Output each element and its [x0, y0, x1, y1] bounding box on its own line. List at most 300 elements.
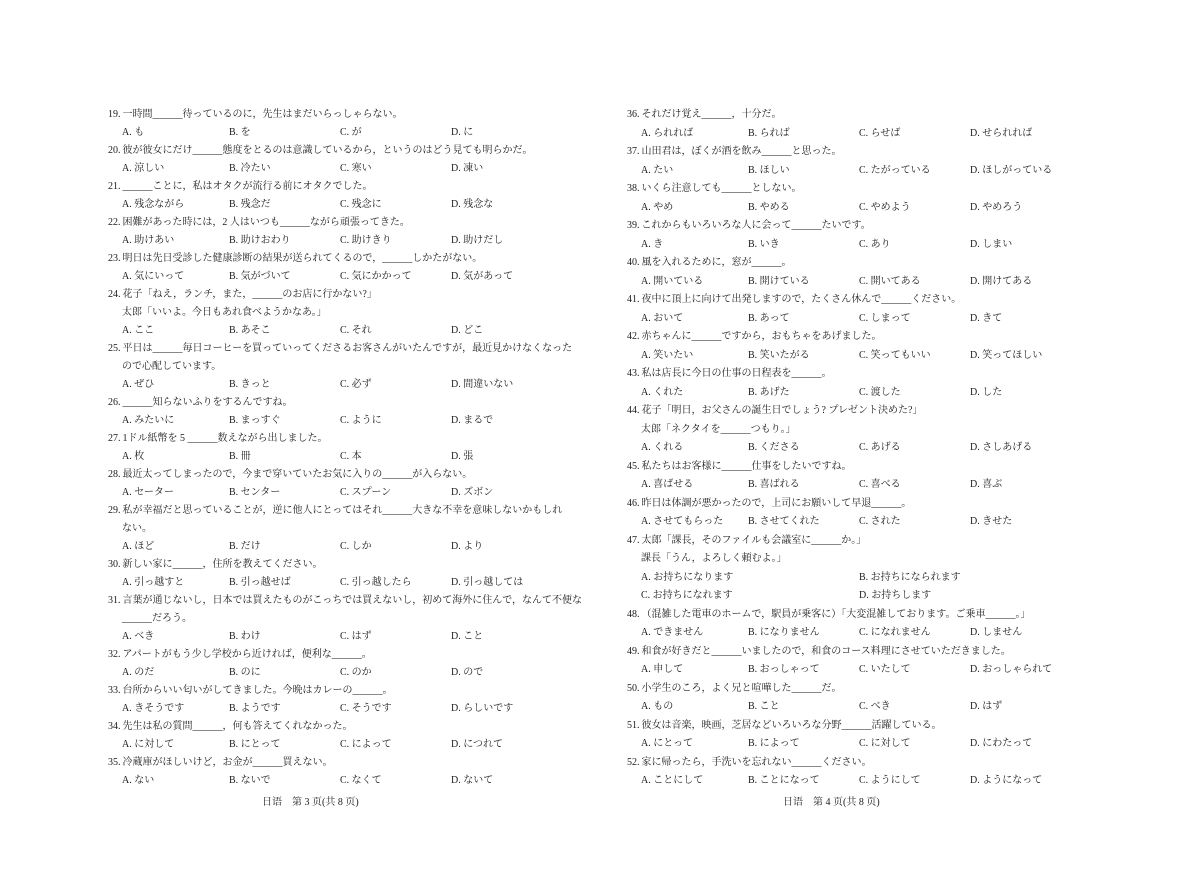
question-text: 風を入れるために，窓が______。 — [641, 257, 792, 268]
question-32 — [108, 646, 578, 682]
options-row — [627, 698, 1097, 717]
question-line — [108, 106, 578, 124]
page-4 — [627, 106, 1097, 791]
question-line — [108, 520, 578, 538]
question-text: ______ことに，私はオタクが流行る前にオタクでした。 — [122, 181, 373, 192]
question-line — [627, 643, 1097, 662]
question-27 — [108, 430, 578, 466]
options-row — [108, 322, 578, 340]
question-number: 31. — [108, 595, 121, 606]
question-text: 先生は私の質問______，何も答えてくれなかった。 — [122, 721, 353, 732]
question-number: 33. — [108, 685, 121, 696]
option-a: A. のだ — [122, 667, 155, 678]
option-c: C. のか — [340, 667, 372, 678]
question-text: ______知らないふりをするんですね。 — [122, 397, 293, 408]
question-number: 50. — [627, 682, 640, 694]
question-34 — [108, 718, 578, 754]
option-d: D. ようになって — [970, 775, 1043, 786]
option-c: C. いたして — [859, 664, 911, 675]
question-42 — [627, 328, 1097, 365]
question-28 — [108, 466, 578, 502]
question-list — [627, 106, 1097, 791]
option-c: C. 本 — [340, 451, 362, 462]
options-row — [627, 476, 1097, 495]
option-b: B. 冷たい — [229, 163, 271, 174]
option-d: D. きせた — [970, 516, 1013, 527]
question-text: 太郎「ネクタイを______つもり。」 — [641, 423, 796, 435]
option-a: A. 助けあい — [122, 235, 175, 246]
question-text: 一時間______待っているのに，先生はまだいらっしゃらない。 — [122, 109, 403, 120]
question-line — [627, 254, 1097, 273]
option-d: D. にわたって — [970, 738, 1033, 749]
options-row — [108, 484, 578, 502]
option-b: B. によって — [748, 738, 800, 749]
option-d: D. しまい — [970, 238, 1013, 250]
question-line — [627, 532, 1097, 551]
options-row — [108, 376, 578, 394]
question-line — [108, 214, 578, 232]
option-c: C. 開いてある — [859, 275, 921, 287]
options-row — [108, 448, 578, 466]
question-line — [108, 394, 578, 412]
option-c: C. スプーン — [340, 487, 392, 498]
question-line — [108, 682, 578, 700]
question-number: 43. — [627, 368, 640, 379]
question-text: 山田君は，ぼくが酒を飲み______と思った。 — [641, 146, 842, 157]
option-d: D. 引っ越しては — [451, 577, 524, 588]
option-d: D. どこ — [451, 325, 484, 336]
question-number: 22. — [108, 217, 121, 228]
question-number: 44. — [627, 405, 640, 416]
question-number: 23. — [108, 253, 121, 264]
question-21 — [108, 178, 578, 214]
option-a: A. 喜ばせる — [641, 479, 694, 490]
question-number: 45. — [627, 460, 640, 472]
option-a: A. できません — [641, 627, 704, 638]
question-number: 36. — [627, 109, 640, 120]
options-row — [108, 736, 578, 754]
option-b: B. 残念だ — [229, 199, 271, 210]
option-b: B. こと — [748, 701, 780, 712]
option-b: B. のに — [229, 667, 261, 678]
question-text: 花子「明日，お父さんの誕生日でしょう? プレゼント決めた?」 — [641, 405, 923, 416]
option-c: C. あげる — [859, 442, 901, 453]
option-b: B. にとって — [229, 739, 281, 750]
option-a: A. きそうです — [122, 703, 185, 714]
question-text: 彼女は音楽，映画，芝居などいろいろな分野______活躍している。 — [641, 719, 942, 731]
option-c: C. はず — [340, 631, 372, 642]
question-text: 冷蔵庫がほしいけど，お金が______買えない。 — [122, 757, 333, 768]
option-d: D. ズボン — [451, 487, 494, 498]
question-text: 台所からいい匂いがしてきました。今晩はカレーの______。 — [122, 685, 393, 696]
question-line — [627, 680, 1097, 699]
page-footer: 日语 第 4 页(共 8 页) — [783, 797, 880, 808]
question-text: 家に帰ったら，手洗いを忘れない______ください。 — [641, 756, 872, 768]
question-29 — [108, 502, 578, 556]
question-number: 48. — [627, 608, 640, 620]
option-b: B. くださる — [748, 442, 800, 453]
option-d: D. ので — [451, 667, 484, 678]
question-line — [108, 250, 578, 268]
option-c: C. しまって — [859, 312, 911, 324]
option-b: B. 引っ越せば — [229, 577, 291, 588]
option-a: A. ほど — [122, 541, 155, 552]
question-line — [627, 180, 1097, 199]
option-b: B. お持ちになられます — [859, 571, 961, 583]
option-a: A. お持ちになります — [641, 571, 734, 583]
question-number: 51. — [627, 719, 640, 731]
question-37 — [627, 143, 1097, 180]
question-text: 太郎「いいよ。今日もあれ食べようかなあ。」 — [122, 307, 327, 318]
option-a: A. やめ — [641, 201, 674, 213]
question-number: 28. — [108, 469, 121, 480]
question-text: いくら注意しても______としない。 — [641, 183, 802, 194]
option-b: B. あそこ — [229, 325, 271, 336]
question-text: 困難があった時には，2 人はいつも______ながら頑張ってきた。 — [122, 217, 410, 228]
question-24 — [108, 286, 578, 340]
question-41 — [627, 291, 1097, 328]
option-d: D. せられれば — [970, 127, 1033, 139]
options-row — [627, 273, 1097, 292]
option-c: C. 引っ越したら — [340, 577, 412, 588]
option-a: A. ここ — [122, 325, 155, 336]
question-number: 47. — [627, 534, 640, 546]
options-row — [627, 513, 1097, 532]
question-text: アパートがもう少し学校から近ければ，便利な______。 — [122, 649, 372, 660]
question-line — [627, 606, 1097, 625]
option-d: D. 気があって — [451, 271, 514, 282]
question-30 — [108, 556, 578, 592]
option-c: C. 気にかかって — [340, 271, 412, 282]
option-d: D. に — [451, 127, 474, 138]
option-a: A. させてもらった — [641, 516, 724, 527]
option-d: D. まるで — [451, 415, 494, 426]
option-d: D. しません — [970, 627, 1023, 638]
options-row — [627, 772, 1097, 791]
option-a: A. に対して — [122, 739, 175, 750]
options-row — [108, 232, 578, 250]
option-c: C. 笑ってもいい — [859, 349, 931, 361]
question-line — [627, 217, 1097, 236]
option-c: C. お持ちになれます — [641, 590, 733, 601]
question-26 — [108, 394, 578, 430]
option-c: C. あり — [859, 238, 891, 250]
option-d: D. につれて — [451, 739, 504, 750]
question-line — [108, 556, 578, 574]
option-a: A. にとって — [641, 738, 694, 749]
question-40 — [627, 254, 1097, 291]
page-footer: 日语 第 3 页(共 8 页) — [262, 797, 359, 808]
question-text: それだけ覚え______，十分だ。 — [641, 109, 782, 120]
option-d: D. ないて — [451, 775, 494, 786]
question-text: 明日は先日受診した健康診断の結果が送られてくるので，______しかたがない。 — [122, 253, 483, 264]
question-45 — [627, 458, 1097, 495]
option-c: C. 残念に — [340, 199, 382, 210]
question-text: 平日は______毎日コーヒーを買っていってくださるお客さんがいたんですが，最近見かけなくなった — [122, 343, 573, 354]
option-d: D. おっしゃられて — [970, 664, 1053, 675]
option-b: B. あって — [748, 312, 790, 324]
option-d: D. お持ちします — [859, 590, 932, 601]
question-line — [627, 328, 1097, 347]
question-text: 昨日は体調が悪かったので，上司にお願いして早退______。 — [641, 497, 912, 509]
options-row — [627, 587, 1097, 606]
options-row — [108, 124, 578, 142]
option-b: B. 喜ばれる — [748, 479, 800, 490]
question-number: 24. — [108, 289, 121, 300]
option-b: B. 助けおわり — [229, 235, 291, 246]
question-23 — [108, 250, 578, 286]
question-number: 39. — [627, 220, 640, 231]
option-c: C. べき — [859, 701, 891, 712]
question-number: 35. — [108, 757, 121, 768]
option-a: A. られれば — [641, 127, 694, 139]
option-b: B. ほしい — [748, 164, 790, 176]
option-a: A. き — [641, 238, 664, 250]
option-c: C. 渡した — [859, 386, 901, 398]
question-text: 言葉が通じないし，日本では買えたものがこっちでは買えないし，初めて海外に住んで，なんて不便な — [122, 595, 582, 606]
question-text: 花子「ねえ，ランチ，また，______のお店に行かない?」 — [122, 289, 377, 300]
options-row — [627, 661, 1097, 680]
question-line — [108, 502, 578, 520]
option-a: A. 枚 — [122, 451, 145, 462]
option-a: A. 引っ越すと — [122, 577, 185, 588]
question-line — [108, 286, 578, 304]
option-a: A. べき — [122, 631, 155, 642]
option-d: D. 助けだし — [451, 235, 504, 246]
option-b: B. やめる — [748, 201, 790, 213]
option-a: A. たい — [641, 164, 674, 176]
option-b: B. ことになって — [748, 775, 820, 786]
option-d: D. らしいです — [451, 703, 514, 714]
option-a: A. 涼しい — [122, 163, 165, 174]
option-b: B. わけ — [229, 631, 261, 642]
options-row — [627, 569, 1097, 588]
option-d: D. さしあげる — [970, 442, 1033, 453]
option-d: D. 残念な — [451, 199, 494, 210]
question-52 — [627, 754, 1097, 791]
option-c: C. が — [340, 127, 362, 138]
question-19 — [108, 106, 578, 142]
option-c: C. たがっている — [859, 164, 931, 176]
option-b: B. だけ — [229, 541, 261, 552]
option-d: D. より — [451, 541, 484, 552]
option-d: D. 凍い — [451, 163, 484, 174]
option-a: A. も — [122, 127, 145, 138]
option-b: B. おっしゃって — [748, 664, 820, 675]
question-line — [108, 340, 578, 358]
question-number: 30. — [108, 559, 121, 570]
option-b: B. きっと — [229, 379, 271, 390]
option-a: A. 笑いたい — [641, 349, 694, 361]
options-row — [627, 236, 1097, 255]
question-50 — [627, 680, 1097, 717]
question-line — [108, 142, 578, 160]
question-line — [627, 421, 1097, 440]
question-38 — [627, 180, 1097, 217]
question-text: ______だろう。 — [122, 613, 192, 624]
question-line — [627, 550, 1097, 569]
options-row — [627, 624, 1097, 643]
option-a: A. 残念ながら — [122, 199, 185, 210]
option-d: D. 間違いない — [451, 379, 514, 390]
option-c: C. によって — [340, 739, 392, 750]
question-36 — [627, 106, 1097, 143]
question-39 — [627, 217, 1097, 254]
options-row — [627, 162, 1097, 181]
option-a: A. 申して — [641, 664, 684, 675]
question-number: 38. — [627, 183, 640, 194]
question-text: ない。 — [122, 523, 152, 534]
option-a: A. みたいに — [122, 415, 175, 426]
option-d: D. 笑ってほしい — [970, 349, 1043, 361]
options-row — [108, 628, 578, 646]
option-a: A. くれた — [641, 386, 684, 398]
option-c: C. になれません — [859, 627, 931, 638]
question-line — [627, 754, 1097, 773]
question-line — [108, 466, 578, 484]
question-line — [108, 178, 578, 196]
question-line — [108, 358, 578, 376]
option-a: A. ことにして — [641, 775, 704, 786]
option-a: A. ない — [122, 775, 155, 786]
question-text: 小学生のころ，よく兄と喧嘩した______だ。 — [641, 682, 842, 694]
option-c: C. ようにして — [859, 775, 921, 786]
option-c: C. 必ず — [340, 379, 372, 390]
question-43 — [627, 365, 1097, 402]
question-line — [627, 495, 1097, 514]
option-a: A. 開いている — [641, 275, 704, 287]
option-b: B. 笑いたがる — [748, 349, 810, 361]
question-number: 27. — [108, 433, 121, 444]
option-b: B. ようです — [229, 703, 281, 714]
options-row — [627, 384, 1097, 403]
option-b: B. あげた — [748, 386, 790, 398]
option-b: B. いき — [748, 238, 780, 250]
question-line — [108, 754, 578, 772]
option-d: D. やめろう — [970, 201, 1023, 213]
question-line — [108, 304, 578, 322]
option-b: B. 開けている — [748, 275, 810, 287]
options-row — [108, 664, 578, 682]
option-b: B. センター — [229, 487, 281, 498]
question-35 — [108, 754, 578, 790]
option-d: D. 張 — [451, 451, 474, 462]
question-line — [627, 402, 1097, 421]
question-number: 25. — [108, 343, 121, 354]
question-line — [627, 365, 1097, 384]
option-b: B. 冊 — [229, 451, 251, 462]
question-number: 21. — [108, 181, 121, 192]
options-row — [108, 268, 578, 286]
question-49 — [627, 643, 1097, 680]
options-row — [627, 735, 1097, 754]
options-row — [108, 412, 578, 430]
question-number: 40. — [627, 257, 640, 268]
question-text: 赤ちゃんに______ですから，おもちゃをあげました。 — [641, 331, 882, 342]
option-a: A. もの — [641, 701, 674, 712]
question-number: 20. — [108, 145, 121, 156]
question-25 — [108, 340, 578, 394]
option-c: C. なくて — [340, 775, 382, 786]
question-text: 太郎「課長，そのファイルも会議室に______か。」 — [641, 534, 867, 546]
question-number: 52. — [627, 756, 640, 768]
question-text: 和食が好きだと______いましたので，和食のコース料理にさせていただきました。 — [641, 645, 1011, 657]
question-number: 19. — [108, 109, 121, 120]
question-number: 26. — [108, 397, 121, 408]
option-c: C. された — [859, 516, 901, 527]
question-33 — [108, 682, 578, 718]
question-line — [108, 610, 578, 628]
options-row — [627, 125, 1097, 144]
question-text: 私たちはお客様に______仕事をしたいですね。 — [641, 460, 852, 472]
page-3 — [108, 106, 582, 790]
question-text: 夜中に頂上に向けて出発しますので，たくさん休んで______ください。 — [641, 294, 962, 305]
option-c: C. やめよう — [859, 201, 911, 213]
question-44 — [627, 402, 1097, 458]
question-51 — [627, 717, 1097, 754]
option-c: C. しか — [340, 541, 372, 552]
question-number: 41. — [627, 294, 640, 305]
option-b: B. を — [229, 127, 251, 138]
question-number: 49. — [627, 645, 640, 657]
options-row — [108, 772, 578, 790]
option-b: B. 気がづいて — [229, 271, 291, 282]
question-46 — [627, 495, 1097, 532]
question-line — [108, 430, 578, 448]
question-number: 37. — [627, 146, 640, 157]
question-text: 1ドル紙幣を 5 ______数えながら出しました。 — [122, 433, 328, 444]
option-d: D. きて — [970, 312, 1003, 324]
option-b: B. させてくれた — [748, 516, 820, 527]
option-d: D. 開けてある — [970, 275, 1033, 287]
question-48 — [627, 606, 1097, 643]
question-text: 新しい家に______，住所を教えてください。 — [122, 559, 323, 570]
option-c: C. それ — [340, 325, 372, 336]
question-number: 32. — [108, 649, 121, 660]
option-d: D. はず — [970, 701, 1003, 712]
question-line — [108, 592, 582, 610]
options-row — [108, 700, 578, 718]
question-text: （混雑した電車のホームで，駅員が乗客に）「大変混雑しております。ご乗車______。」 — [641, 608, 1031, 620]
option-a: A. ぜひ — [122, 379, 155, 390]
question-line — [627, 106, 1097, 125]
option-c: C. そうです — [340, 703, 392, 714]
question-line — [108, 718, 578, 736]
question-text: ので心配しています。 — [122, 361, 222, 372]
options-row — [627, 439, 1097, 458]
question-line — [627, 458, 1097, 477]
options-row — [108, 538, 578, 556]
option-d: D. こと — [451, 631, 484, 642]
option-b: B. られば — [748, 127, 790, 139]
question-line — [627, 291, 1097, 310]
options-row — [108, 160, 578, 178]
options-row — [627, 199, 1097, 218]
question-text: 彼が彼女にだけ______態度をとるのは意識しているから，というのはどう見ても明らかだ。 — [122, 145, 533, 156]
option-d: D. ほしがっている — [970, 164, 1053, 176]
option-c: C. 助けきり — [340, 235, 392, 246]
option-b: B. まっすぐ — [229, 415, 281, 426]
option-c: C. 寒い — [340, 163, 372, 174]
option-a: A. 気にいって — [122, 271, 185, 282]
option-d: D. 喜ぶ — [970, 479, 1003, 490]
option-a: A. くれる — [641, 442, 684, 453]
question-text: 私が幸福だと思っていることが，逆に他人にとってはそれ______大きな不幸を意味しないかもしれ — [122, 505, 563, 516]
option-a: A. セーター — [122, 487, 174, 498]
option-c: C. らせば — [859, 127, 901, 139]
question-list — [108, 106, 582, 790]
question-line — [108, 646, 578, 664]
